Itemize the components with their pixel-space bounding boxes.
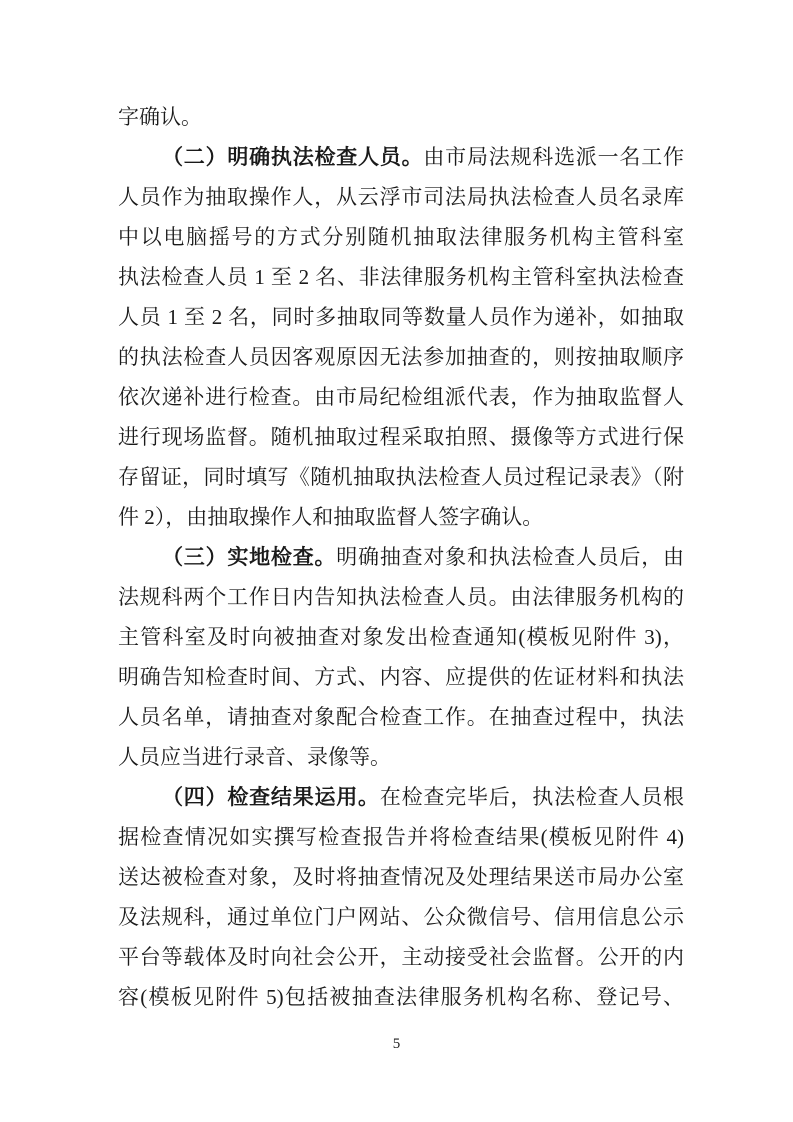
text-segment: 由市局法规科选派一名工作 [423, 145, 684, 169]
text-segment: 中以电脑摇号的方式分别随机抽取法律服务机构主管科室 [118, 225, 684, 249]
text-segment: 字确认。 [118, 105, 202, 129]
text-line [118, 577, 684, 617]
text-segment: 人员应当进行录音、录像等。 [118, 745, 391, 769]
text-line [118, 537, 684, 577]
section-heading: （四）检查结果运用。 [162, 785, 380, 809]
paragraph-continuation [118, 97, 684, 137]
text-segment: 明确告知检查时间、方式、内容、应提供的佐证材料和执法 [118, 665, 684, 689]
text-line [118, 257, 684, 297]
text-line [118, 417, 684, 457]
section-heading: （三）实地检查。 [162, 545, 337, 569]
text-line [118, 497, 684, 537]
text-segment: 人员名单，请抽查对象配合检查工作。在抽查过程中，执法 [118, 705, 684, 729]
text-segment: 送达被检查对象，及时将抽查情况及处理结果送市局办公室 [118, 865, 684, 889]
text-line [118, 97, 684, 137]
text-segment: 在检查完毕后，执法检查人员根 [379, 785, 685, 809]
text-line [118, 617, 684, 657]
text-line [118, 937, 684, 977]
page-number: 5 [392, 1036, 401, 1052]
text-line [118, 737, 684, 777]
text-segment: 件 2），由抽取操作人和抽取监督人签字确认。 [118, 505, 544, 529]
text-segment: 人员作为抽取操作人，从云浮市司法局执法检查人员名录库 [118, 185, 684, 209]
text-segment: 及法规科，通过单位门户网站、公众微信号、信用信息公示 [118, 905, 684, 929]
text-line [118, 457, 684, 497]
text-segment: 存留证，同时填写《随机抽取执法检查人员过程记录表》（附 [118, 465, 684, 489]
text-segment: 明确抽查对象和执法检查人员后，由 [336, 545, 685, 569]
section-heading: （二）明确执法检查人员。 [162, 145, 424, 169]
text-segment: 主管科室及时向被抽查对象发出检查通知(模板见附件 3)， [118, 625, 684, 649]
text-line [118, 177, 684, 217]
text-segment: 执法检查人员 1 至 2 名、非法律服务机构主管科室执法检查 [118, 265, 684, 289]
text-line [118, 817, 684, 857]
text-line [118, 697, 684, 737]
text-line [118, 857, 684, 897]
text-segment: 法规科两个工作日内告知执法检查人员。由法律服务机构的 [118, 585, 684, 609]
text-line [118, 337, 684, 377]
text-line [118, 377, 684, 417]
text-line [118, 977, 684, 1017]
paragraph-section-three [118, 537, 684, 777]
text-segment: 进行现场监督。随机抽取过程采取拍照、摄像等方式进行保 [118, 425, 684, 449]
text-segment: 依次递补进行检查。由市局纪检组派代表，作为抽取监督人 [118, 385, 684, 409]
text-line [118, 777, 684, 817]
text-line [118, 137, 684, 177]
paragraph-section-two [118, 137, 684, 537]
paragraph-section-four [118, 777, 684, 1017]
text-line [118, 297, 684, 337]
text-segment: 容(模板见附件 5)包括被抽查法律服务机构名称、登记号、 [118, 985, 684, 1009]
text-line [118, 217, 684, 257]
text-segment: 平台等载体及时向社会公开，主动接受社会监督。公开的内 [118, 945, 684, 969]
text-segment: 据检查情况如实撰写检查报告并将检查结果(模板见附件 4) [118, 825, 684, 849]
document-body [118, 97, 684, 1017]
text-segment: 的执法检查人员因客观原因无法参加抽查的，则按抽取顺序 [118, 345, 684, 369]
text-line [118, 657, 684, 697]
text-line [118, 897, 684, 937]
text-segment: 人员 1 至 2 名，同时多抽取同等数量人员作为递补，如抽取 [118, 305, 684, 329]
